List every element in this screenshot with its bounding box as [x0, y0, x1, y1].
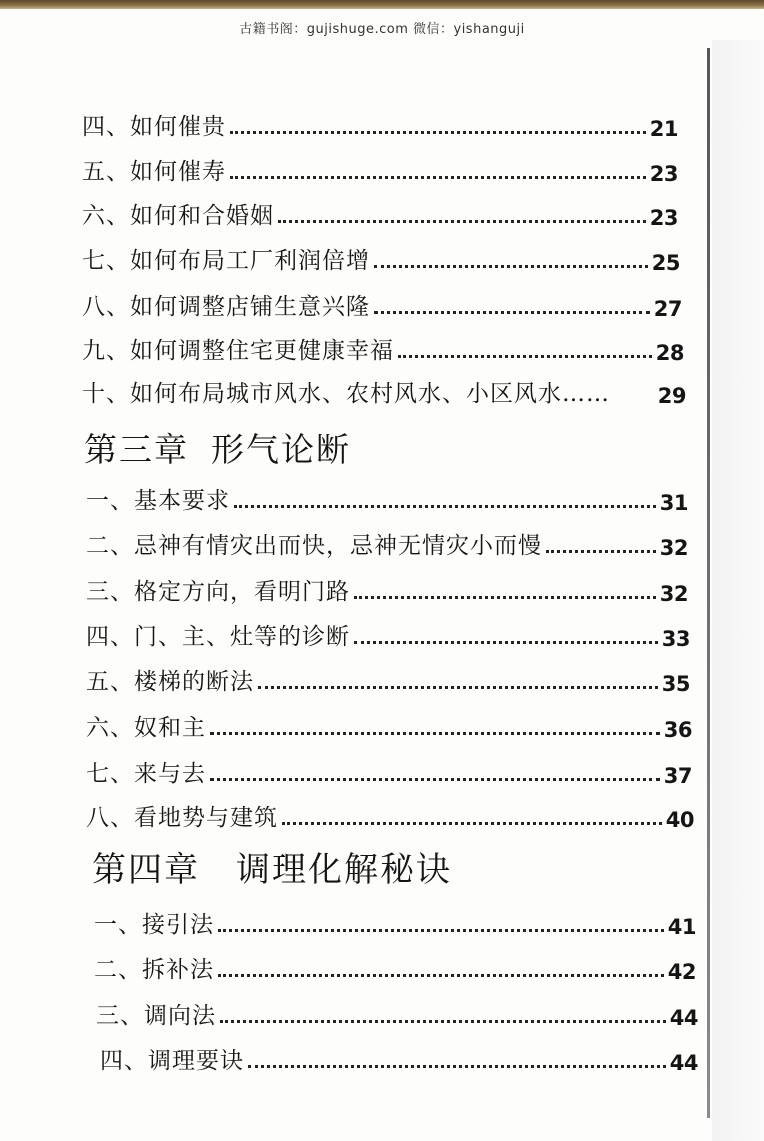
chapter-heading — [84, 424, 351, 471]
dot-leader — [278, 220, 646, 223]
dot-leader — [218, 974, 664, 977]
toc-entry-page: 32 — [659, 536, 688, 560]
toc-entry — [94, 951, 696, 984]
toc-entry — [82, 375, 686, 408]
toc-entry-title: 二、拆补法 — [94, 957, 214, 983]
toc-entry — [86, 573, 688, 606]
toc-entry-title: 八、如何调整店铺生意兴隆 — [82, 294, 370, 320]
toc-entry — [82, 332, 684, 365]
toc-entry-page: 27 — [653, 297, 682, 321]
toc-entry — [82, 288, 682, 321]
toc-entry — [86, 755, 692, 788]
toc-entry-title: 六、如何和合婚姻 — [82, 203, 274, 229]
toc-entry — [86, 618, 690, 651]
toc-entry-title: 九、如何调整住宅更健康幸福 — [82, 338, 394, 364]
toc-entry-page: 40 — [665, 808, 694, 832]
toc-entry — [86, 482, 688, 515]
toc-entry-page: 44 — [669, 1051, 698, 1075]
toc-entry-title: 五、楼梯的断法 — [86, 669, 254, 695]
toc-entry-title: 四、调理要诀 — [100, 1048, 244, 1074]
toc-entry-page: 28 — [655, 341, 684, 365]
toc-entry — [86, 527, 688, 560]
toc-entry-page: 33 — [661, 627, 690, 651]
toc-entry-page: 31 — [659, 491, 688, 515]
dot-leader — [282, 822, 662, 825]
toc-entry-page: 35 — [661, 672, 690, 696]
dot-leader — [354, 641, 658, 644]
toc-entry-title: 二、忌神有情灾出而快，忌神无情灾小而慢 — [86, 533, 542, 559]
toc-entry-page: 29 — [657, 384, 686, 408]
chapter-number: 第三章 — [84, 430, 189, 469]
toc-entry — [86, 799, 694, 832]
toc-entry — [82, 108, 678, 141]
chapter-title: 形气论断 — [211, 430, 351, 469]
toc-entry — [82, 197, 678, 230]
chapter-heading — [92, 842, 452, 891]
toc-entry-page: 23 — [649, 162, 678, 186]
toc-entry-page: 42 — [667, 960, 696, 984]
toc-entry — [96, 997, 698, 1030]
toc-entry-title: 一、基本要求 — [86, 488, 230, 514]
toc-entry-title: 一、接引法 — [94, 912, 214, 938]
toc-entry-title: 八、看地势与建筑 — [86, 805, 278, 831]
toc-entry-title: 三、格定方向，看明门路 — [86, 579, 350, 605]
toc-entry — [82, 242, 680, 275]
toc-entry-page: 21 — [649, 117, 678, 141]
dot-leader — [210, 778, 660, 781]
dot-leader — [248, 1065, 666, 1068]
toc-entry-page: 25 — [651, 251, 680, 275]
toc-entry-title: 四、如何催贵 — [82, 114, 226, 140]
toc-entry-page: 23 — [649, 206, 678, 230]
watermark-text: 古籍书阁：gujishuge.com 微信：yishanguji — [239, 22, 525, 37]
dot-leader — [258, 686, 658, 689]
toc-entry-page: 37 — [663, 764, 692, 788]
dot-leader — [234, 505, 656, 508]
chapter-number: 第四章 — [92, 850, 200, 890]
toc-entry-title: 五、如何催寿 — [82, 159, 226, 185]
dot-leader — [210, 732, 660, 735]
toc-entry — [100, 1042, 698, 1075]
toc-entry-title: 七、来与去 — [86, 761, 206, 787]
dot-leader — [220, 1020, 666, 1023]
toc-entry-title: 六、奴和主 — [86, 715, 206, 741]
toc-entry — [82, 153, 678, 186]
dot-leader — [546, 550, 656, 553]
toc-entry-title: 三、调向法 — [96, 1003, 216, 1029]
toc-entry-page: 41 — [667, 915, 696, 939]
toc-entry-page: 44 — [669, 1006, 698, 1030]
toc-entry-title: 四、门、主、灶等的诊断 — [86, 624, 350, 650]
dot-leader — [218, 929, 664, 932]
toc-entry-page: 36 — [663, 718, 692, 742]
dot-leader — [354, 596, 656, 599]
toc-entry — [86, 709, 692, 742]
toc-entry-title: 七、如何布局工厂利润倍增 — [82, 248, 370, 274]
chapter-title: 调理化解秘诀 — [236, 850, 452, 890]
toc-entry — [86, 663, 690, 696]
dot-leader — [230, 131, 646, 134]
toc-entry-page: 32 — [659, 582, 688, 606]
toc-entry — [94, 906, 696, 939]
toc-entry-title: 十、如何布局城市风水、农村风水、小区风水…… — [82, 381, 610, 407]
dot-leader — [230, 176, 646, 179]
dot-leader — [398, 355, 652, 358]
dot-leader — [374, 311, 650, 314]
dot-leader — [374, 265, 648, 268]
